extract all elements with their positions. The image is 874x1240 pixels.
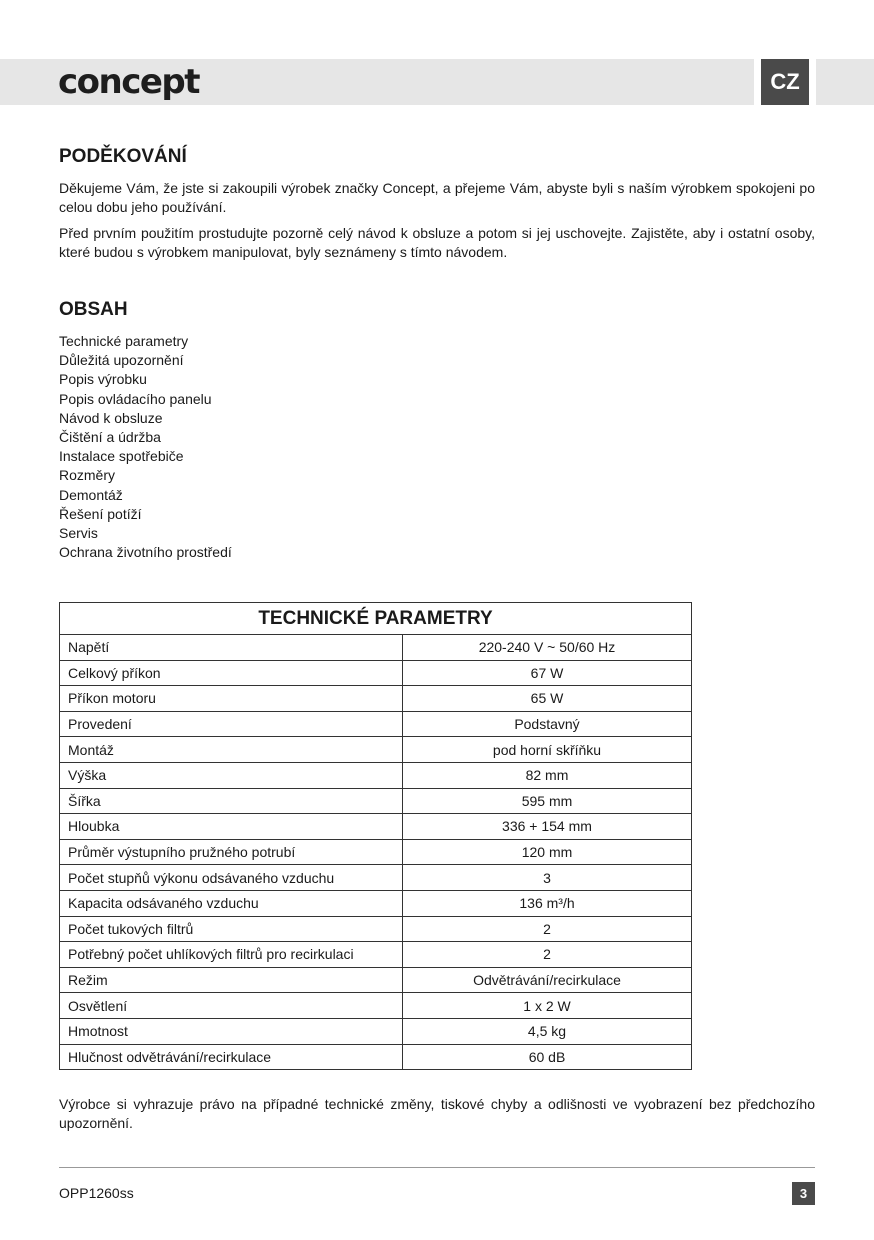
- contents-item: Popis ovládacího panelu: [59, 390, 212, 407]
- table-row: [60, 890, 692, 916]
- table-row: [60, 788, 692, 814]
- table-row: [60, 635, 692, 661]
- spec-value: Odvětrávání/recirkulace: [403, 967, 692, 993]
- spec-label: Příkon motoru: [60, 686, 403, 712]
- spec-value: 65 W: [403, 686, 692, 712]
- contents-item: Ochrana životního prostředí: [59, 544, 232, 561]
- footer-divider: [59, 1167, 815, 1168]
- spec-table-header-row: [60, 603, 692, 635]
- contents-item: Technické parametry: [59, 333, 189, 349]
- table-row: [60, 686, 692, 712]
- spec-label: Celkový příkon: [60, 660, 403, 686]
- spec-label: Hmotnost: [60, 1018, 403, 1044]
- table-row: [60, 993, 692, 1019]
- table-row: [60, 660, 692, 686]
- model-number: OPP1260ss: [59, 1185, 134, 1201]
- spec-label: Potřebný počet uhlíkových filtrů pro recirkulaci: [60, 942, 403, 968]
- spec-value: 595 mm: [403, 788, 692, 814]
- contents-item: Popis výrobku: [59, 371, 147, 388]
- spec-label: Hloubka: [60, 814, 403, 840]
- table-row: [60, 762, 692, 788]
- spec-note: Výrobce si vyhrazuje právo na případné technické změny, tiskové chyby a odlišnosti ve vyobrazení bez předchozího upozornění.: [59, 1096, 815, 1131]
- spec-value: 120 mm: [403, 839, 692, 865]
- spec-value: 136 m³/h: [403, 890, 692, 916]
- spec-label: Osvětlení: [60, 993, 403, 1019]
- spec-label: Šířka: [60, 788, 403, 814]
- thanks-paragraph-1: Děkujeme Vám, že jste si zakoupili výrobek značky Concept, a přejeme Vám, abyste byli s naším výrobkem spokojeni po celou dobu jeho používání.: [59, 180, 815, 215]
- spec-label: Montáž: [60, 737, 403, 763]
- table-row: [60, 839, 692, 865]
- spec-value: 336 + 154 mm: [403, 814, 692, 840]
- spec-value: 2: [403, 942, 692, 968]
- spec-label: Hlučnost odvětrávání/recirkulace: [60, 1044, 403, 1070]
- spec-label: Výška: [60, 762, 403, 788]
- language-badge: CZ: [761, 59, 809, 105]
- spec-value: Podstavný: [403, 711, 692, 737]
- spec-table-title: TECHNICKÉ PARAMETRY: [60, 603, 692, 635]
- contents-item: Řešení potíží: [59, 505, 142, 522]
- table-row: [60, 1018, 692, 1044]
- spec-label: Kapacita odsávaného vzduchu: [60, 890, 403, 916]
- thanks-heading: PODĚKOVÁNÍ: [59, 146, 187, 167]
- contents-item: Návod k obsluze: [59, 409, 163, 426]
- spec-label: Napětí: [60, 635, 403, 661]
- table-row: [60, 814, 692, 840]
- contents-item: Čištění a údržba: [59, 429, 161, 446]
- spec-value: 220-240 V ~ 50/60 Hz: [403, 635, 692, 661]
- table-row: [60, 1044, 692, 1070]
- contents-item: Rozměry: [59, 467, 116, 484]
- spec-value: 82 mm: [403, 762, 692, 788]
- contents-heading: OBSAH: [59, 299, 128, 320]
- spec-label: Počet tukových filtrů: [60, 916, 403, 942]
- contents-list: [59, 332, 232, 562]
- spec-value: 3: [403, 865, 692, 891]
- table-row: [60, 942, 692, 968]
- page-number: 3: [792, 1182, 815, 1205]
- spec-table: [59, 602, 692, 1070]
- table-row: [60, 737, 692, 763]
- spec-label: Průměr výstupního pružného potrubí: [60, 839, 403, 865]
- spec-value: 60 dB: [403, 1044, 692, 1070]
- spec-value: 1 x 2 W: [403, 993, 692, 1019]
- table-row: [60, 711, 692, 737]
- spec-value: 2: [403, 916, 692, 942]
- table-row: [60, 967, 692, 993]
- spec-label: Provedení: [60, 711, 403, 737]
- spec-label: Počet stupňů výkonu odsávaného vzduchu: [60, 865, 403, 891]
- table-row: [60, 916, 692, 942]
- spec-value: 67 W: [403, 660, 692, 686]
- contents-item: Instalace spotřebiče: [59, 448, 184, 465]
- thanks-paragraph-2: Před prvním použitím prostudujte pozorně celý návod k obsluze a potom si jej uschovejte. Zajistěte, aby i ostatní osoby, které budou s výrobkem manipulovat, byly seznámeny s tímto návodem.: [59, 225, 815, 260]
- contents-item: Demontáž: [59, 486, 123, 503]
- table-row: [60, 865, 692, 891]
- contents-item: Důležitá upozornění: [59, 352, 184, 369]
- spec-value: pod horní skříňku: [403, 737, 692, 763]
- spec-label: Režim: [60, 967, 403, 993]
- contents-item: Servis: [59, 525, 98, 542]
- brand-logo: concept: [58, 62, 200, 102]
- spec-value: 4,5 kg: [403, 1018, 692, 1044]
